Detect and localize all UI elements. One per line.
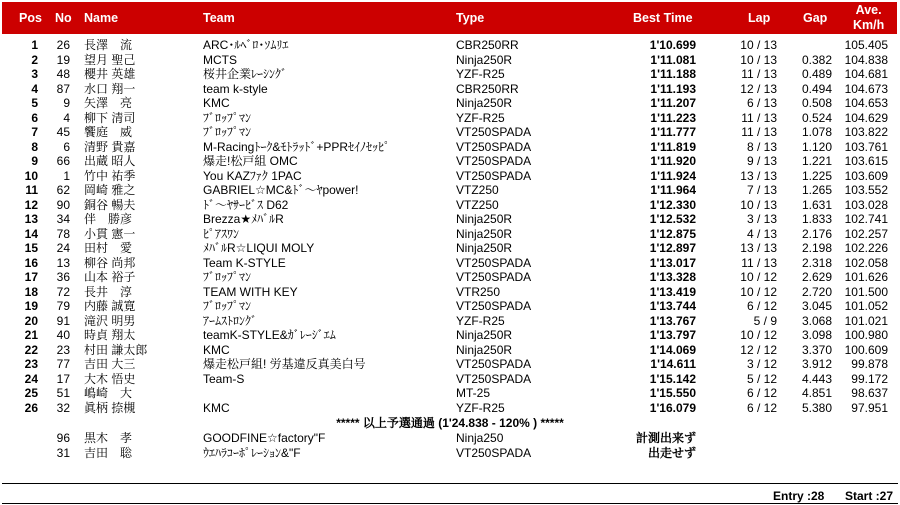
header-team: Team xyxy=(203,11,235,25)
cell-pos: 6 xyxy=(31,110,38,125)
table-row xyxy=(0,401,900,416)
cell-team: ﾄﾞ～ﾔｻｰﾋﾞｽ D62 xyxy=(203,197,289,212)
cell-best-time: 1'14.611 xyxy=(650,357,696,371)
cell-type: VT250SPADA xyxy=(456,299,532,313)
header-ave-line1: Ave. xyxy=(855,3,882,17)
cell-team: MCTS xyxy=(203,52,237,67)
header-lap: Lap xyxy=(748,11,771,25)
cell-team: Brezza★ﾒﾊﾞﾙR xyxy=(203,212,284,226)
cell-lap: 4 / 13 xyxy=(746,226,777,241)
cell-ave-speed: 105.405 xyxy=(844,38,888,52)
cell-name: 櫻井 英雄 xyxy=(84,67,136,81)
cell-team: ﾒﾊﾞﾙR☆LIQUI MOLY xyxy=(203,241,315,255)
cell-best-time: 1'11.223 xyxy=(650,110,696,125)
cell-type: VT250SPADA xyxy=(456,125,532,139)
cell-lap: 10 / 13 xyxy=(740,52,777,67)
cell-pos: 21 xyxy=(24,328,38,342)
table-row xyxy=(0,140,900,155)
cell-pos: 14 xyxy=(24,226,38,241)
cell-name: 吉田 大三 xyxy=(84,357,136,371)
cell-ave-speed: 101.021 xyxy=(844,313,888,328)
cell-team: ARC･ﾙﾍﾞﾛ･ｿﾑﾘｴ xyxy=(203,38,289,52)
cell-best-time: 1'11.188 xyxy=(650,67,696,81)
table-row xyxy=(0,357,900,372)
cell-team: GOODFINE☆factory"F xyxy=(203,431,326,445)
cell-team: ｱｰﾑｽﾄﾛﾝｸﾞ xyxy=(203,313,258,328)
cell-pos: 4 xyxy=(31,81,38,96)
cell-pos: 19 xyxy=(24,299,38,313)
cell-lap: 8 / 13 xyxy=(746,139,777,154)
qualifying-cutoff-line xyxy=(0,415,900,431)
cell-team: GABRIEL☆MC&ﾄﾞ～ﾔpower! xyxy=(203,183,359,197)
cell-gap: 1.631 xyxy=(801,197,832,212)
cell-no: 31 xyxy=(56,445,70,460)
cell-type: VT250SPADA xyxy=(456,371,532,386)
cell-team: ｳｴﾊﾗｺｰﾎﾟﾚｰｼｮﾝ&"F xyxy=(203,445,301,460)
header-type: Type xyxy=(456,11,485,25)
cell-best-time: 1'13.017 xyxy=(649,255,696,270)
cell-type: YZF-R25 xyxy=(456,313,505,328)
cell-gap: 1.120 xyxy=(801,139,832,154)
header-name: Name xyxy=(84,11,119,25)
cell-gap: 1.078 xyxy=(801,125,832,139)
cell-ave-speed: 102.058 xyxy=(844,255,888,270)
cell-gap: 0.489 xyxy=(801,67,832,81)
cell-no: 34 xyxy=(56,212,70,226)
table-row xyxy=(0,67,900,82)
table-row xyxy=(0,169,900,184)
cell-no: 24 xyxy=(56,241,70,255)
cell-best-time: 1'15.142 xyxy=(649,371,696,386)
cell-type: Ninja250R xyxy=(456,342,513,357)
cell-gap: 1.833 xyxy=(801,212,832,226)
cell-status: 計測出来ず xyxy=(635,431,696,445)
cell-lap: 3 / 12 xyxy=(746,357,777,371)
table-row-nonqualified xyxy=(0,431,900,446)
cell-ave-speed: 100.980 xyxy=(844,328,888,342)
cell-type: CBR250RR xyxy=(456,81,519,96)
cell-best-time: 1'13.328 xyxy=(649,270,696,284)
cell-no: 48 xyxy=(56,67,70,81)
cell-type: Ninja250 xyxy=(456,431,504,445)
cell-ave-speed: 104.653 xyxy=(844,96,888,110)
cell-lap: 10 / 12 xyxy=(740,284,777,299)
cell-team: ﾋﾟｱｽﾜﾝ xyxy=(203,226,240,241)
table-row xyxy=(0,241,900,256)
cell-team: TEAM WITH KEY xyxy=(203,284,298,299)
table-row xyxy=(0,285,900,300)
cell-best-time: 1'11.193 xyxy=(650,81,696,96)
cell-best-time: 1'11.819 xyxy=(650,139,696,154)
cell-pos: 13 xyxy=(24,212,38,226)
cell-ave-speed: 99.172 xyxy=(851,371,888,386)
cell-type: VT250SPADA xyxy=(456,255,532,270)
cell-ave-speed: 101.626 xyxy=(844,270,888,284)
header-ave xyxy=(853,3,884,33)
cell-lap: 5 / 9 xyxy=(753,313,777,328)
cell-team: Team-S xyxy=(203,371,245,386)
cell-no: 79 xyxy=(56,299,70,313)
cell-pos: 15 xyxy=(24,241,38,255)
table-header xyxy=(2,2,897,34)
cell-ave-speed: 101.052 xyxy=(844,299,888,313)
cell-best-time: 1'11.920 xyxy=(650,154,696,168)
cell-best-time: 1'11.207 xyxy=(650,96,696,110)
cell-name: 饗庭 威 xyxy=(84,125,133,139)
cell-ave-speed: 103.028 xyxy=(844,197,888,212)
table-row-nonqualified xyxy=(0,446,900,461)
cell-lap: 6 / 12 xyxy=(746,299,777,313)
cell-pos: 18 xyxy=(24,284,38,299)
cell-lap: 3 / 13 xyxy=(746,212,777,226)
cell-lap: 11 / 13 xyxy=(741,255,777,270)
cell-lap: 10 / 13 xyxy=(740,197,777,212)
cell-gap: 2.198 xyxy=(801,241,832,255)
cell-lap: 12 / 13 xyxy=(740,81,777,96)
cell-pos: 2 xyxy=(31,52,38,67)
cell-name: 銅谷 暢夫 xyxy=(84,197,136,212)
cell-name: 長澤 流 xyxy=(84,38,133,52)
cell-type: VTR250 xyxy=(456,284,501,299)
table-row xyxy=(0,53,900,68)
cell-gap: 0.508 xyxy=(801,96,832,110)
cell-name: 出蔵 昭人 xyxy=(84,154,136,168)
cell-name: 内藤 誠寛 xyxy=(84,299,136,313)
table-row xyxy=(0,125,900,140)
cell-no: 87 xyxy=(56,81,70,96)
cell-best-time: 1'14.069 xyxy=(649,342,696,357)
cell-pos: 23 xyxy=(24,357,38,371)
cell-lap: 13 / 13 xyxy=(740,241,777,255)
cell-type: VT250SPADA xyxy=(456,270,532,284)
cell-type: VT250SPADA xyxy=(456,168,532,183)
cell-ave-speed: 104.838 xyxy=(844,52,888,67)
cell-no: 13 xyxy=(56,255,70,270)
cell-type: Ninja250R xyxy=(456,328,513,342)
cell-best-time: 1'11.924 xyxy=(650,168,696,183)
cell-lap: 10 / 12 xyxy=(740,328,777,342)
cell-name: 吉田 聡 xyxy=(84,445,133,460)
cell-type: CBR250RR xyxy=(456,38,519,52)
cell-lap: 9 / 13 xyxy=(746,154,777,168)
cell-name: 清野 貴嘉 xyxy=(84,139,136,154)
cell-gap: 2.176 xyxy=(801,226,832,241)
header-no: No xyxy=(55,11,72,25)
cell-team: ﾌﾞﾛｯﾌﾟﾏﾝ xyxy=(203,270,252,284)
cell-ave-speed: 97.951 xyxy=(851,400,888,415)
cell-best-time: 1'11.081 xyxy=(650,52,696,67)
header-pos: Pos xyxy=(19,11,42,25)
cell-type: Ninja250R xyxy=(456,52,513,67)
cell-best-time: 1'11.964 xyxy=(650,183,696,197)
table-row xyxy=(0,111,900,126)
cell-lap: 6 / 13 xyxy=(746,96,777,110)
table-row xyxy=(0,183,900,198)
cell-gap: 2.318 xyxy=(801,255,832,270)
cell-type: VTZ250 xyxy=(456,197,499,212)
cell-name: 大木 悟史 xyxy=(84,371,136,386)
cell-team: You KAZﾌｧｸ 1PAC xyxy=(203,168,302,183)
cell-name: 滝沢 明男 xyxy=(84,313,136,328)
cell-ave-speed: 102.226 xyxy=(844,241,888,255)
cell-team: team k-style xyxy=(203,81,268,96)
cell-team: M-Racingﾄｰｸ&ﾓﾄﾗｯﾄﾞ+PPRｾｲﾉｾｯﾋﾟ xyxy=(203,139,391,154)
start-count: Start :27 xyxy=(845,489,894,503)
cell-lap: 11 / 13 xyxy=(741,110,777,125)
cell-gap: 4.443 xyxy=(801,371,832,386)
cell-gap: 3.045 xyxy=(801,299,832,313)
cell-no: 9 xyxy=(63,96,70,110)
cell-gap: 2.629 xyxy=(801,270,832,284)
cell-pos: 22 xyxy=(24,342,38,357)
cell-gap: 0.524 xyxy=(801,110,832,125)
cell-type: VT250SPADA xyxy=(456,154,532,168)
cell-name: 柳下 清司 xyxy=(84,110,136,125)
cell-type: VT250SPADA xyxy=(456,139,532,154)
cell-team: Team K-STYLE xyxy=(203,255,286,270)
cell-team: KMC xyxy=(203,400,230,415)
cell-type: YZF-R25 xyxy=(456,110,505,125)
table-row xyxy=(0,256,900,271)
cell-name: 柳谷 尚邦 xyxy=(84,255,136,270)
cell-team: teamK-STYLE&ｶﾞﾚｰｼﾞｴﾑ xyxy=(203,328,336,342)
cell-ave-speed: 101.500 xyxy=(844,284,888,299)
cell-lap: 11 / 13 xyxy=(741,125,777,139)
cell-name: 水口 翔一 xyxy=(84,81,136,96)
cell-gap: 3.068 xyxy=(801,313,832,328)
cell-gap: 0.494 xyxy=(801,81,832,96)
cell-name: 長井 淳 xyxy=(84,284,133,299)
cell-gap: 1.221 xyxy=(801,154,832,168)
cell-pos: 5 xyxy=(31,96,38,110)
cell-ave-speed: 103.552 xyxy=(844,183,888,197)
cell-gap: 2.720 xyxy=(801,284,832,299)
table-row xyxy=(0,372,900,387)
cell-ave-speed: 104.629 xyxy=(844,110,888,125)
cell-ave-speed: 103.615 xyxy=(844,154,888,168)
cell-no: 90 xyxy=(56,197,70,212)
cell-name: 眞柄 捺槻 xyxy=(84,400,136,415)
cell-no: 45 xyxy=(56,125,70,139)
cell-best-time: 1'12.330 xyxy=(649,197,696,212)
cell-name: 竹中 祐季 xyxy=(84,168,136,183)
cell-best-time: 1'13.767 xyxy=(649,313,696,328)
table-row xyxy=(0,227,900,242)
cell-name: 山本 裕子 xyxy=(84,270,136,284)
cell-ave-speed: 99.878 xyxy=(851,357,888,371)
cell-no: 32 xyxy=(56,400,70,415)
cell-lap: 5 / 12 xyxy=(746,371,777,386)
entry-count: Entry :28 xyxy=(773,489,825,503)
cell-pos: 24 xyxy=(24,371,38,386)
cell-best-time: 1'11.777 xyxy=(650,125,696,139)
cell-no: 17 xyxy=(56,371,70,386)
cell-team: ﾌﾞﾛｯﾌﾟﾏﾝ xyxy=(203,125,252,139)
cell-type: MT-25 xyxy=(456,386,491,400)
cell-pos: 16 xyxy=(24,255,38,270)
cell-team: KMC xyxy=(203,342,230,357)
cell-gap: 1.265 xyxy=(801,183,832,197)
table-row xyxy=(0,386,900,401)
cell-gap: 3.098 xyxy=(801,328,832,342)
cell-pos: 20 xyxy=(24,313,38,328)
cell-lap: 12 / 12 xyxy=(740,342,777,357)
cell-pos: 17 xyxy=(24,270,38,284)
cell-type: VT250SPADA xyxy=(456,357,532,371)
table-row xyxy=(0,299,900,314)
cell-pos: 11 xyxy=(25,183,38,197)
cell-best-time: 1'13.797 xyxy=(649,328,696,342)
cell-no: 19 xyxy=(56,52,70,67)
cell-best-time: 1'12.532 xyxy=(649,212,696,226)
cell-pos: 7 xyxy=(31,125,38,139)
cell-type: VT250SPADA xyxy=(456,445,532,460)
cell-ave-speed: 103.609 xyxy=(844,168,888,183)
cell-no: 23 xyxy=(56,342,70,357)
cell-pos: 1 xyxy=(31,38,38,52)
cell-name: 村田 謙太郎 xyxy=(84,342,148,357)
cell-no: 51 xyxy=(56,386,70,400)
cell-lap: 10 / 13 xyxy=(740,38,777,52)
results-rows xyxy=(0,38,900,460)
cell-name: 矢澤 亮 xyxy=(84,96,133,110)
cell-no: 78 xyxy=(56,226,70,241)
table-row xyxy=(0,154,900,169)
cell-team: 爆走松戸組! 労基違反真美白号 xyxy=(203,357,366,371)
cell-lap: 10 / 12 xyxy=(740,270,777,284)
cell-pos: 10 xyxy=(24,168,38,183)
cell-pos: 8 xyxy=(31,139,38,154)
cell-no: 62 xyxy=(56,183,70,197)
cell-lap: 6 / 12 xyxy=(746,386,777,400)
cell-gap: 0.382 xyxy=(801,52,832,67)
cell-ave-speed: 98.637 xyxy=(851,386,888,400)
cell-best-time: 1'12.897 xyxy=(649,241,696,255)
header-ave-line2: Km/h xyxy=(853,18,885,32)
cell-no: 1 xyxy=(63,168,70,183)
cell-team: 爆走!松戸組 OMC xyxy=(203,154,298,168)
cell-ave-speed: 103.761 xyxy=(844,139,888,154)
table-row xyxy=(0,328,900,343)
cell-ave-speed: 104.673 xyxy=(844,81,888,96)
header-gap: Gap xyxy=(803,11,828,25)
cell-pos: 12 xyxy=(24,197,38,212)
cell-type: YZF-R25 xyxy=(456,400,505,415)
cell-no: 36 xyxy=(56,270,70,284)
cell-team: 桜井企業ﾚｰｼﾝｸﾞ xyxy=(203,67,288,81)
cell-gap: 5.380 xyxy=(801,400,832,415)
cell-type: Ninja250R xyxy=(456,96,513,110)
cell-name: 伴 勝彦 xyxy=(84,212,133,226)
cell-lap: 11 / 13 xyxy=(741,67,777,81)
cell-no: 91 xyxy=(56,313,70,328)
table-row xyxy=(0,314,900,329)
cell-no: 77 xyxy=(56,357,70,371)
cell-gap: 3.370 xyxy=(801,342,832,357)
cell-best-time: 1'13.744 xyxy=(649,299,696,313)
cell-name: 田村 愛 xyxy=(84,241,133,255)
cell-no: 66 xyxy=(56,154,70,168)
table-row xyxy=(0,198,900,213)
cell-name: 時貞 翔太 xyxy=(84,328,136,342)
cell-best-time: 1'15.550 xyxy=(649,386,696,400)
cell-lap: 7 / 13 xyxy=(746,183,777,197)
table-row xyxy=(0,38,900,53)
cell-best-time: 1'12.875 xyxy=(649,226,696,241)
cell-no: 26 xyxy=(56,38,70,52)
cell-gap: 4.851 xyxy=(801,386,832,400)
cell-pos: 26 xyxy=(24,400,38,415)
cell-ave-speed: 102.257 xyxy=(844,226,888,241)
cell-team: ﾌﾞﾛｯﾌﾟﾏﾝ xyxy=(203,110,252,125)
table-row xyxy=(0,343,900,358)
cell-no: 72 xyxy=(56,284,70,299)
cell-ave-speed: 103.822 xyxy=(844,125,888,139)
table-row xyxy=(0,82,900,97)
cell-name: 小貫 憲一 xyxy=(84,226,136,241)
cell-type: VTZ250 xyxy=(456,183,499,197)
cell-type: Ninja250R xyxy=(456,226,513,241)
cell-type: YZF-R25 xyxy=(456,67,505,81)
cell-best-time: 1'16.079 xyxy=(649,400,696,415)
cell-best-time: 1'10.699 xyxy=(649,38,696,52)
cell-ave-speed: 100.609 xyxy=(844,342,888,357)
cell-team: KMC xyxy=(203,96,230,110)
table-row xyxy=(0,96,900,111)
header-best-time: Best Time xyxy=(633,11,693,25)
cell-ave-speed: 104.681 xyxy=(844,67,888,81)
cell-name: 黒木 孝 xyxy=(84,431,133,445)
cell-ave-speed: 102.741 xyxy=(844,212,888,226)
cell-gap: 3.912 xyxy=(801,357,832,371)
cell-name: 嶋崎 大 xyxy=(84,386,133,400)
qualifying-cutoff-text: ***** 以上予選通過 (1'24.838 - 120% ) ***** xyxy=(336,416,564,430)
table-row xyxy=(0,212,900,227)
cell-no: 96 xyxy=(56,431,70,445)
cell-pos: 3 xyxy=(31,67,38,81)
cell-best-time: 1'13.419 xyxy=(649,284,696,299)
footer-rule-top xyxy=(2,483,898,484)
cell-name: 岡崎 雅之 xyxy=(84,183,136,197)
cell-status: 出走せず xyxy=(647,445,696,460)
footer-rule-bottom xyxy=(2,503,898,504)
table-row xyxy=(0,270,900,285)
cell-no: 4 xyxy=(63,110,70,125)
cell-pos: 9 xyxy=(31,154,38,168)
cell-lap: 13 / 13 xyxy=(740,168,777,183)
cell-gap: 1.225 xyxy=(801,168,832,183)
cell-team: ﾌﾞﾛｯﾌﾟﾏﾝ xyxy=(203,299,252,313)
cell-pos: 25 xyxy=(24,386,38,400)
cell-no: 40 xyxy=(56,328,70,342)
cell-no: 6 xyxy=(63,139,70,154)
cell-lap: 6 / 12 xyxy=(746,400,777,415)
cell-name: 望月 聖己 xyxy=(84,52,136,67)
cell-type: Ninja250R xyxy=(456,241,513,255)
cell-type: Ninja250R xyxy=(456,212,513,226)
